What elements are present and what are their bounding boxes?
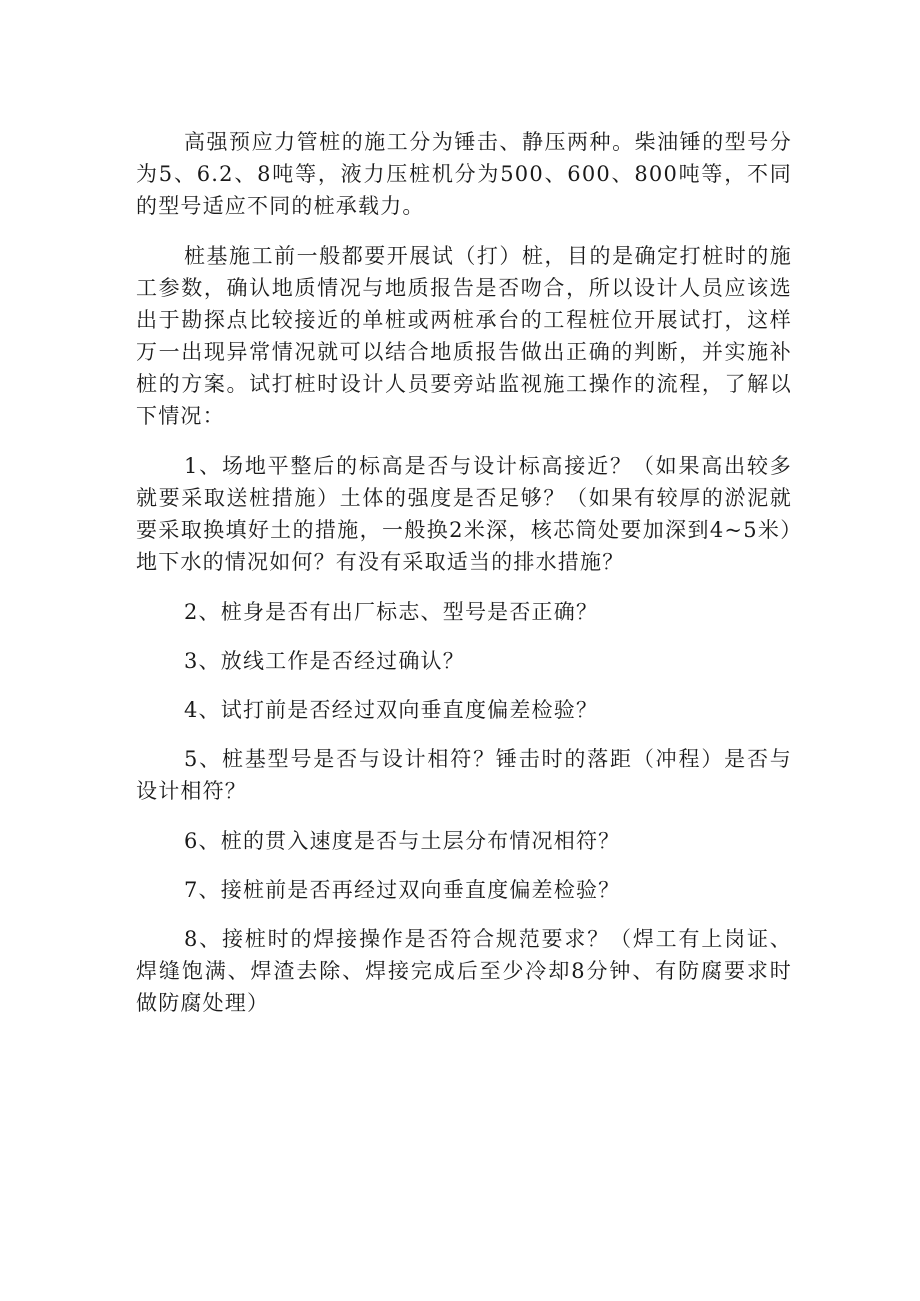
paragraph-item-4: 4、试打前是否经过双向垂直度偏差检验？ (184, 698, 599, 722)
paragraph-item-5: 5、桩基型号是否与设计相符？锤击时的落距（冲程）是否与设计相符？ (136, 747, 792, 803)
paragraph-item-6: 6、桩的贯入速度是否与土层分布情况相符？ (184, 829, 621, 853)
document-body (136, 126, 792, 1037)
paragraph-trial-piling: 桩基施工前一般都要开展试（打）桩，目的是确定打桩时的施工参数，确认地质情况与地质报告是否吻合，所以设计人员应该选出于勘探点比较接近的单桩或两桩承台的工程桩位开展试打，这样万一出现异常情况就可以结合地质报告做出正确的判断，并实施补桩的方案。试打桩时设计人员要旁站监视施工操作的流程，了解以下情况： (136, 244, 792, 428)
paragraph-item-7: 7、接桩前是否再经过双向垂直度偏差检验？ (184, 878, 621, 902)
paragraph-pile-construction-methods: 高强预应力管桩的施工分为锤击、静压两种。柴油锤的型号分为5、6.2、8吨等，液力压桩机分为500、600、800吨等，不同的型号适应不同的桩承载力。 (136, 130, 792, 218)
paragraph-item-2: 2、桩身是否有出厂标志、型号是否正确？ (184, 600, 599, 624)
paragraph-item-8: 8、接桩时的焊接操作是否符合规范要求？（焊工有上岗证、焊缝饱满、焊渣去除、焊接完成后至少冷却8分钟、有防腐要求时做防腐处理） (136, 927, 792, 1015)
paragraph-item-3: 3、放线工作是否经过确认？ (184, 649, 465, 673)
paragraph-item-1: 1、场地平整后的标高是否与设计标高接近？（如果高出较多就要采取送桩措施）土体的强度是否足够？（如果有较厚的淤泥就要采取换填好土的措施，一般换2米深，核芯筒处要加深到4~5米）地下水的情况如何？有没有采取适当的排水措施？ (136, 454, 792, 574)
